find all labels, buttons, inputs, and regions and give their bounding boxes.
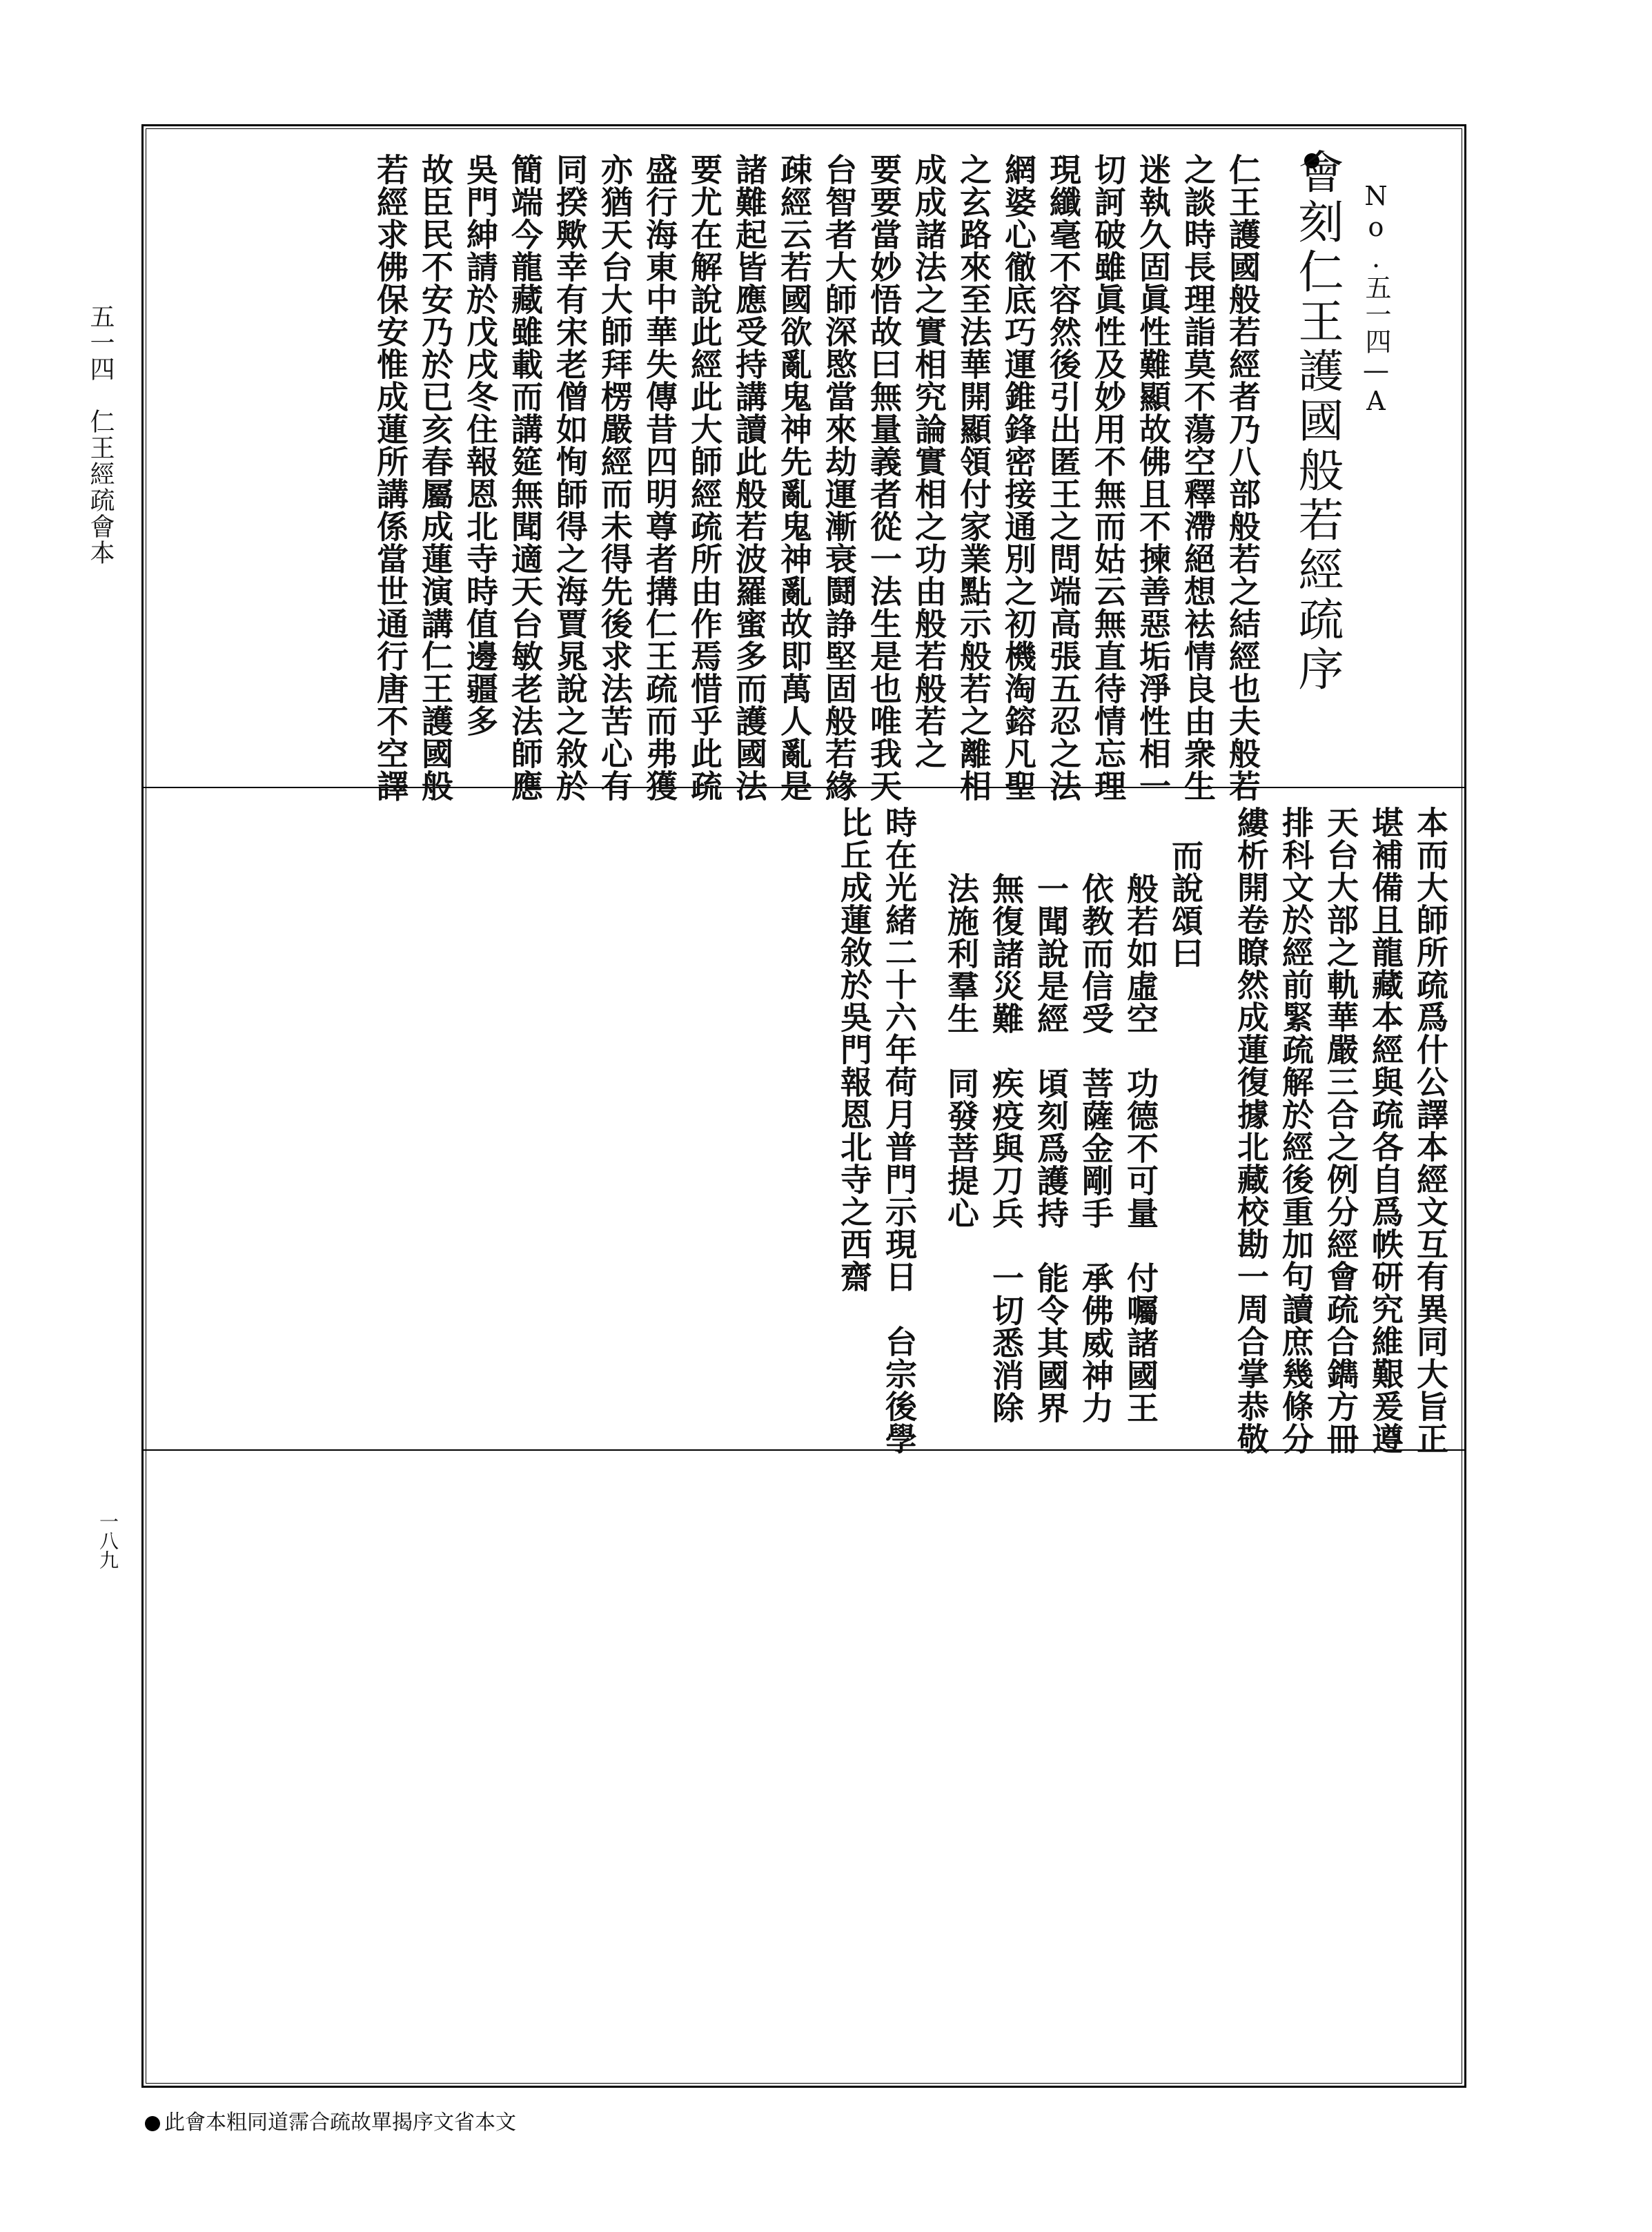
document-title: 會刻仁王護國般若經疏序 (1290, 148, 1344, 695)
upper-column: 仁王護國般若經者乃八部般若之結經也夫般若 (1224, 153, 1261, 802)
page-number: 一八九 (97, 1511, 119, 1569)
upper-column: 迷執久固眞性難顯故佛且不揀善惡垢淨性相一 (1134, 153, 1172, 802)
upper-column: 亦猶天台大師拜楞嚴經而未得先後求法苦心有 (596, 153, 633, 802)
verse-column: 般若如虛空 功德不可量 付囑諸國王 (1122, 872, 1159, 1424)
middle-column: 而說頌曰 (1167, 839, 1204, 969)
upper-column: 之談時長理詣莫不蕩空釋滯絕想袪情良由衆生 (1179, 153, 1217, 802)
verse-column: 法施利羣生 同發菩提心 (943, 872, 980, 1229)
verse-column: 依教而信受 菩薩金剛手 承佛威神力 (1077, 872, 1114, 1424)
upper-column: 台智者大師深愍當來劫運漸衰鬪諍堅固般若緣 (820, 153, 858, 802)
upper-column: 網婆心徹底巧運錐鋒密接通別之初機淘鎔凡聖 (1000, 153, 1037, 802)
text-number-label: No.五一四—A (1361, 181, 1391, 417)
verse-column: 一聞說是經 頃刻爲護持 能令其國界 (1032, 872, 1070, 1424)
upper-column: 同揆歟幸有宋老僧如恂師得之海賈晁說之敘於 (551, 153, 589, 802)
footnote-text: 此會本粗同道霈合疏故單揭序文省本文 (164, 2111, 516, 2135)
upper-column: 吳門紳請於戊戌冬住報恩北寺時值邊疆多 (462, 153, 499, 737)
middle-column: 堪補備且龍藏本經與疏各自爲帙研究維艱爰遵 (1367, 806, 1404, 1455)
upper-column: 之玄路來至法華開顯領付家業點示般若之離相 (955, 153, 992, 802)
running-header: 五一四 仁王經疏會本 (86, 304, 115, 566)
upper-column: 故臣民不安乃於已亥春屬成蓮演講仁王護國般 (417, 153, 454, 802)
upper-column: 諸難起皆應受持講讀此般若波羅蜜多而護國法 (731, 153, 768, 802)
upper-column: 盛行海東中華失傳昔四明尊者搆仁王疏而弗獲 (641, 153, 678, 802)
upper-column: 疎經云若國欲亂鬼神先亂鬼神亂故即萬人亂是 (776, 153, 813, 802)
note-marker-icon (145, 2116, 160, 2131)
signature-column: 比丘成蓮敘於吳門報恩北寺之西齋 (836, 806, 873, 1293)
date-column: 時在光緒二十六年荷月普門示現日 台宗後學 (881, 806, 918, 1455)
middle-column: 縷析開卷瞭然成蓮復據北藏校勘一周合掌恭敬 (1232, 806, 1270, 1455)
middle-column: 本而大師所疏爲什公譯本經文互有異同大旨正 (1412, 806, 1449, 1455)
upper-column: 簡端今龍藏雖載而講筵無聞適天台敏老法師應 (507, 153, 544, 802)
middle-column: 天台大部之軌華嚴三合之例分經會疏合鐫方冊 (1322, 806, 1359, 1455)
upper-column: 要要當妙悟故曰無量義者從一法生是也唯我天 (865, 153, 903, 802)
upper-column: 切訶破雖眞性及妙用不無而姑云無直待情忘理 (1090, 153, 1127, 802)
upper-column: 若經求佛保安惟成蓮所講係當世通行唐不空譯 (372, 153, 409, 802)
upper-column: 要尤在解說此經此大師經疏所由作焉惜乎此疏 (686, 153, 723, 802)
footnote (145, 2105, 516, 2135)
upper-column: 成成諸法之實相究論實相之功由般若般若之 (910, 153, 947, 770)
upper-column: 現纖毫不容然後引出匿王之問端高張五忍之法 (1045, 153, 1082, 802)
middle-column: 排科文於經前緊疏解於經後重加句讀庶幾條分 (1277, 806, 1315, 1455)
verse-column: 無復諸災難 疾疫與刀兵 一切悉消除 (987, 872, 1025, 1424)
